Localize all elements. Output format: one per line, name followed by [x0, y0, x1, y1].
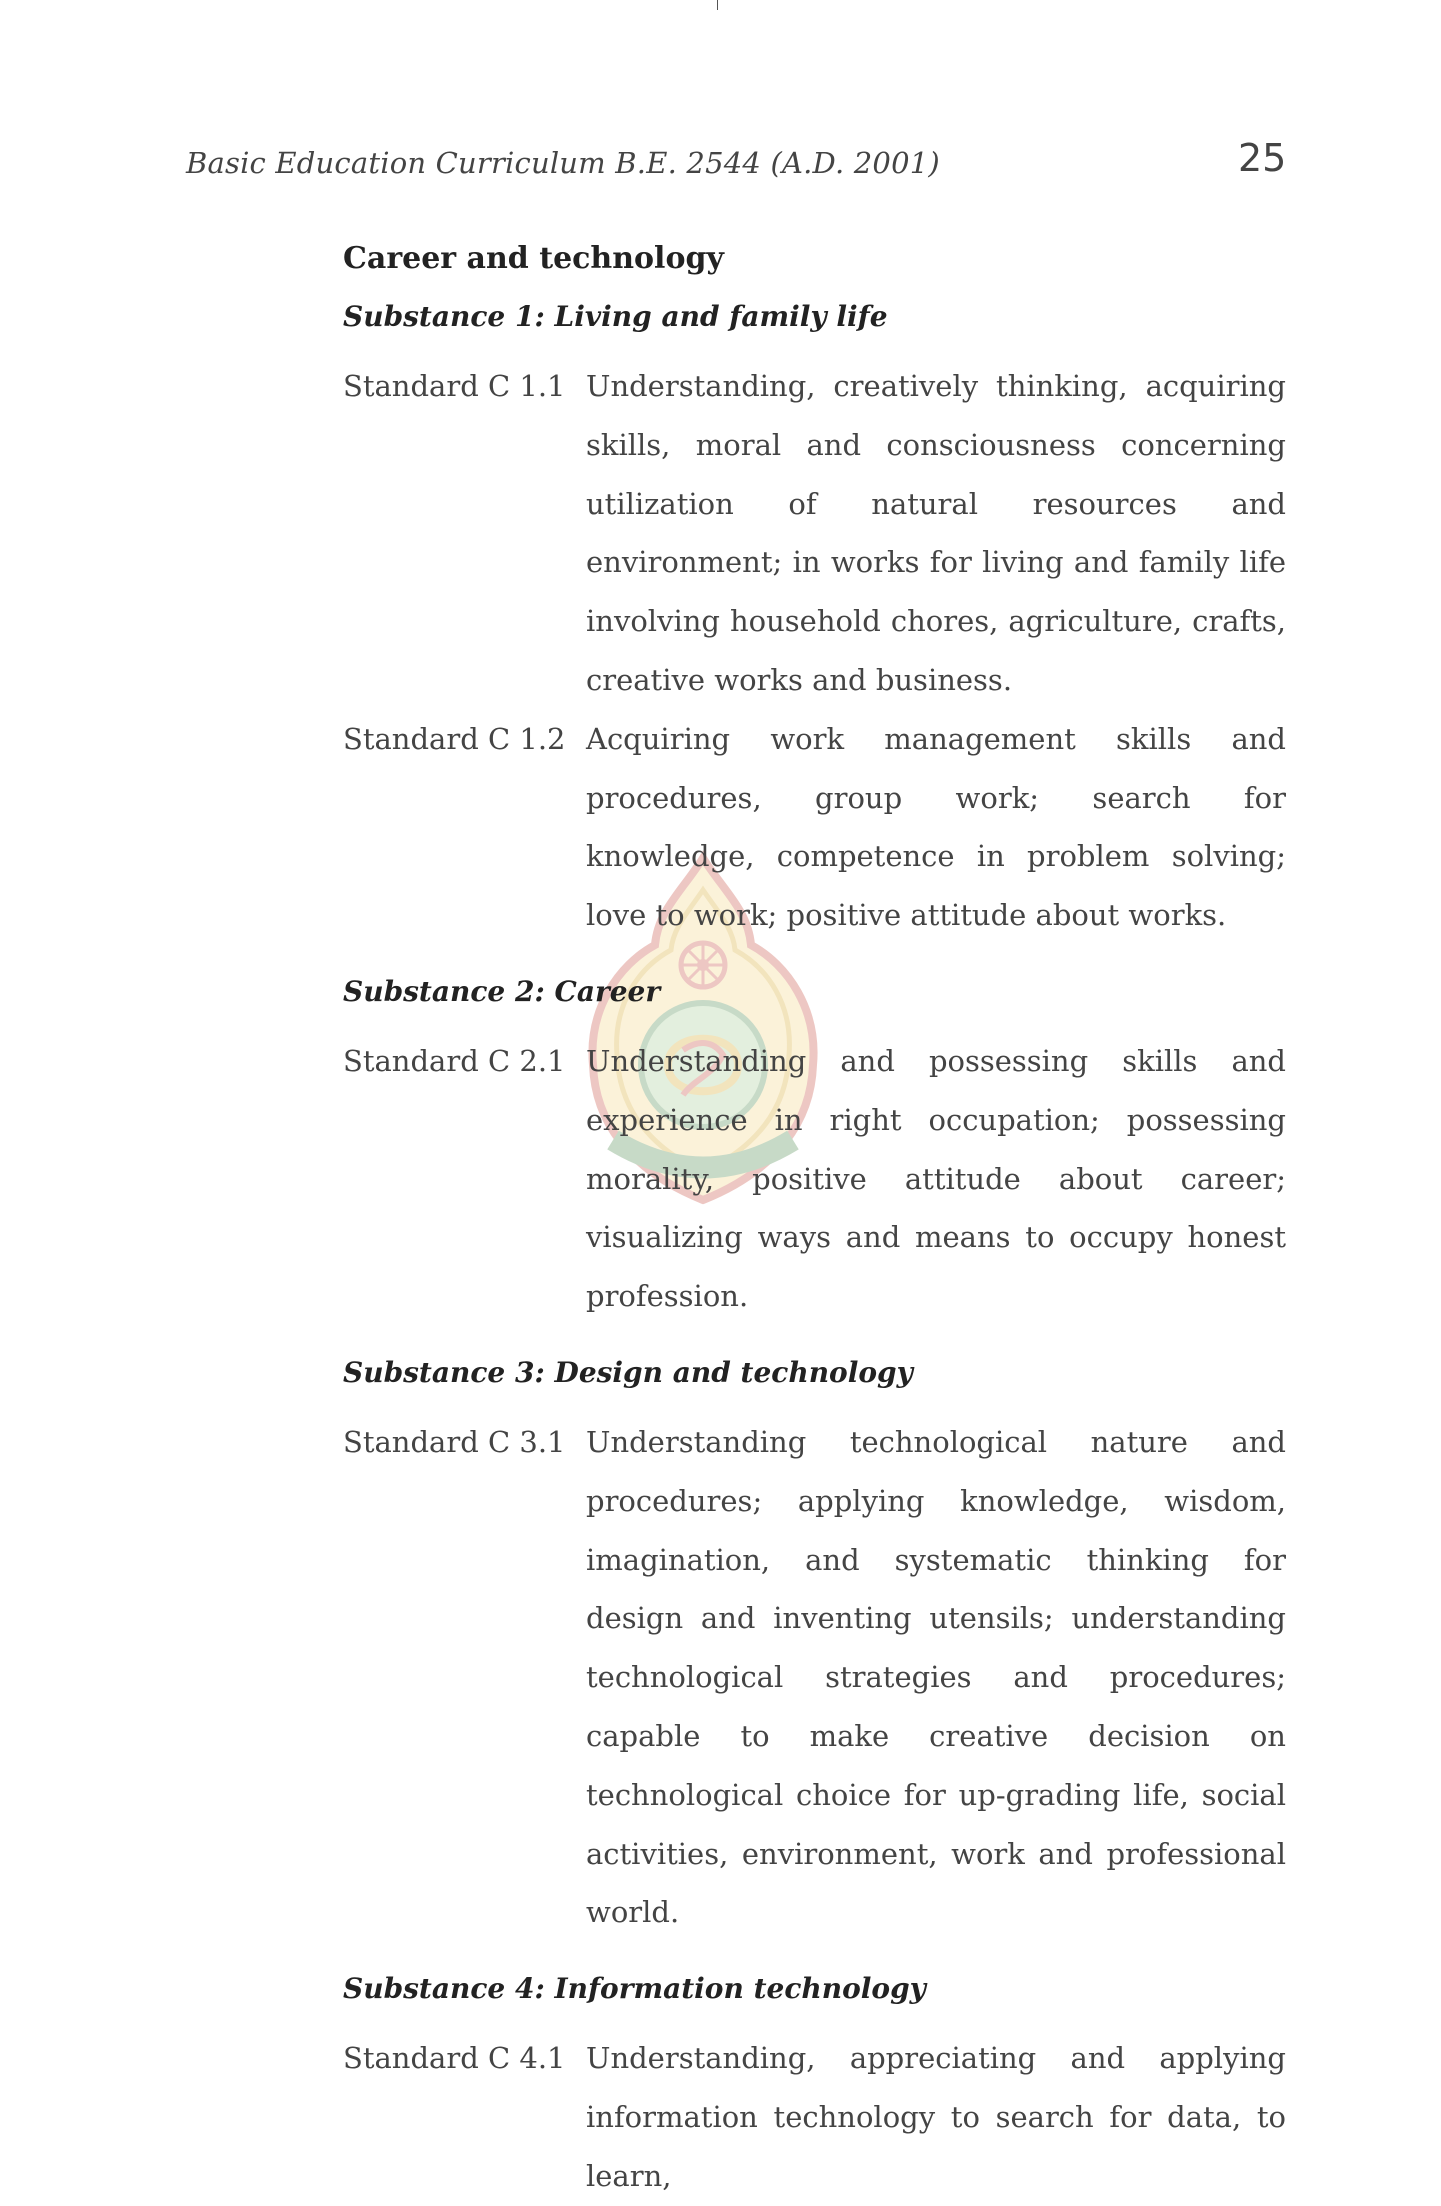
- standard-label: Standard C 3.1: [343, 1424, 566, 1459]
- standard-text: Understanding, creatively thinking, acquiring skills, moral and consciousness concerning utilization of natural resources and environment; in works for living and family life involving household chores, agriculture, crafts, creative works and business.: [586, 369, 1286, 697]
- standard-c-1-2: [343, 710, 1286, 945]
- substance-3-title: Substance 3: Design and technology: [343, 1355, 913, 1389]
- standard-c-4-1: [343, 2029, 1286, 2205]
- standard-c-1-1: [343, 357, 1286, 710]
- standard-label: Standard C 1.1: [343, 369, 566, 403]
- standard-label: Standard C 1.2: [343, 721, 566, 756]
- section-title: Career and technology: [343, 241, 724, 276]
- crop-mark: [717, 0, 718, 10]
- main-content: [343, 240, 1286, 2206]
- substance-2-title: Substance 2: Career: [343, 974, 661, 1008]
- standard-c-2-1: [343, 1032, 1286, 1326]
- standard-label: Standard C 4.1: [343, 2041, 566, 2076]
- substance-1-title: Substance 1: Living and family life: [343, 300, 888, 333]
- standard-label: Standard C 2.1: [343, 1043, 566, 1078]
- running-header-title: Basic Education Curriculum B.E. 2544 (A.D. 2001): [186, 146, 940, 180]
- standard-text: Understanding and possessing skills and experience in right occupation; possessing morality, positive attitude about career; visualizing ways and means to occupy honest profession.: [586, 1043, 1286, 1314]
- page-number: 25: [1238, 136, 1287, 180]
- substance-4-title: Substance 4: Information technology: [343, 1972, 926, 2006]
- standard-text: Understanding technological nature and procedures; applying knowledge, wisdom, imagination, and systematic thinking for design and inventing utensils; understanding technological strategies and procedures; capable to make creative decision on technological choice for up-grading life, social activities, environment, work and professional world.: [586, 1424, 1286, 1930]
- standard-text: Acquiring work management skills and procedures, group work; search for knowledge, competence in problem solving; love to work; positive attitude about works.: [586, 721, 1286, 933]
- standard-c-3-1: [343, 1413, 1286, 1942]
- standard-text: Understanding, appreciating and applying information technology to search for data, to learn,: [586, 2041, 1286, 2193]
